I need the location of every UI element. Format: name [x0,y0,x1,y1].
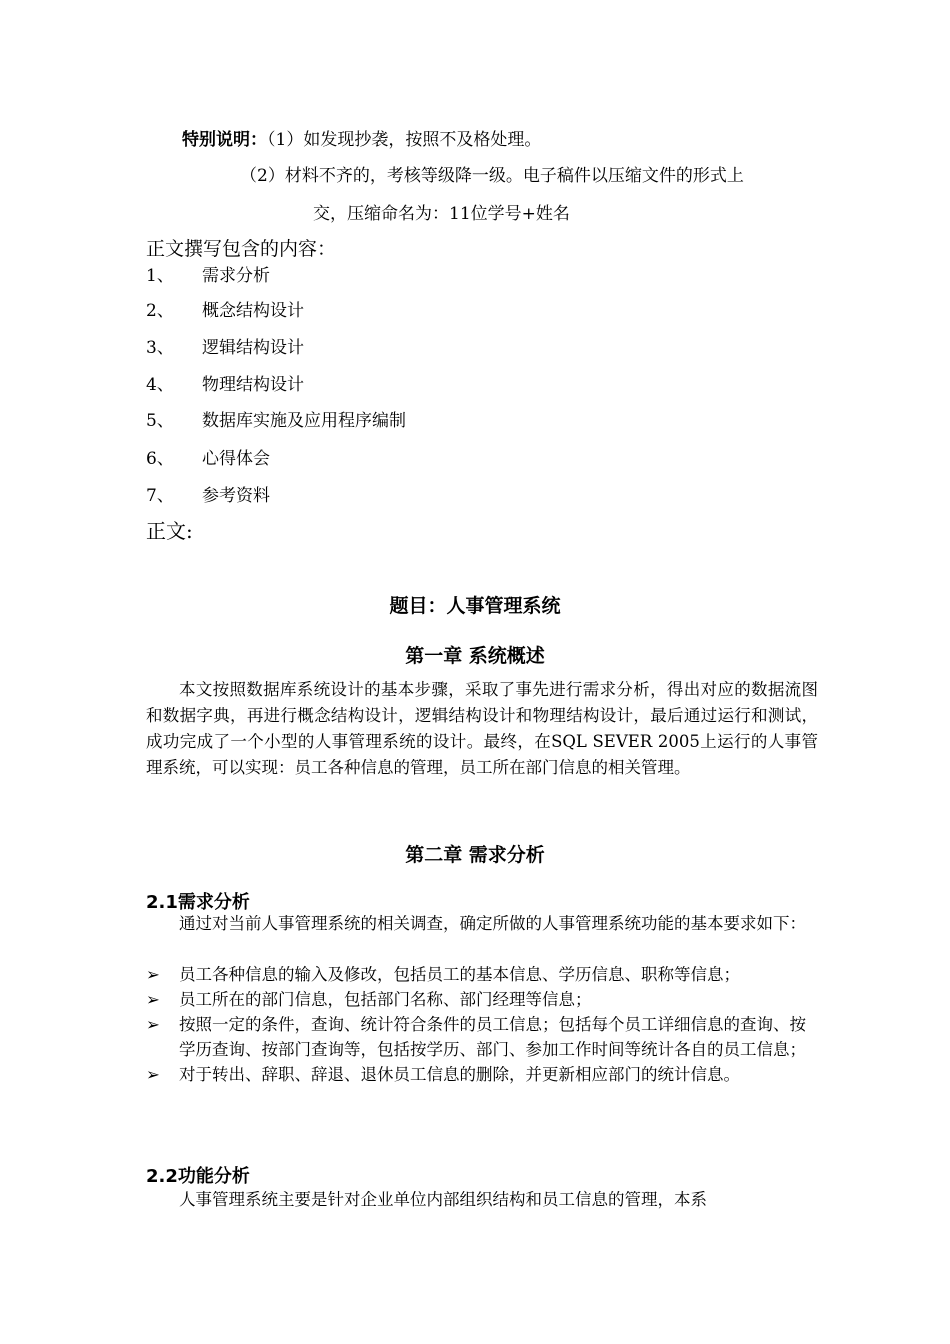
requirements-list [146,962,806,1087]
section-2-1-intro: 通过对当前人事管理系统的相关调查，确定所做的人事管理系统功能的基本要求如下： [179,914,806,933]
document-title: 题目：人事管理系统 [389,595,561,617]
arrow-bullet-icon: ➢ [146,965,160,984]
body-label: 正文: [146,519,193,543]
list-item-text: 员工所在的部门信息，包括部门名称、部门经理等信息； [179,990,592,1009]
contents-item-number: 7、 [146,486,174,506]
contents-item-number: 5、 [146,411,174,431]
contents-item-label: 物理结构设计 [202,375,304,395]
special-note-item2-line2: 交，压缩命名为：11位学号+姓名 [313,204,570,224]
list-item [146,987,806,1012]
contents-item-label: 需求分析 [202,266,270,286]
arrow-bullet-icon: ➢ [146,990,160,1009]
chapter1-paragraph: 本文按照数据库系统设计的基本步骤，采取了事先进行需求分析，得出对应的数据流图和数据字典，再进行概念结构设计，逻辑结构设计和物理结构设计，最后通过运行和测试，成功完成了一个小型的人事管理系统的设计。最终，在SQL SEVER 2005上运行的人事管理系统，可以实现：员工各种信息的管理，员工所在部门信息的相关管理。 [146,680,818,777]
chapter2-title: 第二章 需求分析 [405,844,545,866]
contents-item [146,333,304,358]
list-item-text: 按照一定的条件，查询、统计符合条件的员工信息；包括每个员工详细信息的查询、按学历查询、按部门查询等，包括按学历、部门、参加工作时间等统计各自的员工信息； [179,1015,806,1059]
special-note-label: 特别说明： [182,130,267,150]
contents-item [146,370,304,395]
contents-item-number: 4、 [146,375,174,395]
list-item [146,1012,806,1062]
chapter1-title: 第一章 系统概述 [405,645,545,667]
section-2-2-intro: 人事管理系统主要是针对企业单位内部组织结构和员工信息的管理，本系 [179,1190,707,1209]
contents-item-number: 2、 [146,301,174,321]
arrow-bullet-icon: ➢ [146,1015,160,1034]
special-note-line1 [182,125,541,150]
contents-item [146,296,304,321]
list-item [146,962,806,987]
contents-title: 正文撰写包含的内容： [146,238,337,260]
special-note-item2-line1: （2）材料不齐的，考核等级降一级。电子稿件以压缩文件的形式上 [240,166,744,186]
contents-item-label: 数据库实施及应用程序编制 [202,411,406,431]
section-2-2-heading: 2.2功能分析 [146,1166,250,1187]
section-2-1-heading: 2.1需求分析 [146,892,250,913]
contents-item-label: 心得体会 [202,449,270,469]
contents-item [146,444,270,469]
contents-item-number: 6、 [146,449,174,469]
contents-item [146,261,270,286]
contents-item-label: 逻辑结构设计 [202,338,304,358]
contents-item-number: 3、 [146,338,174,358]
list-item-text: 员工各种信息的输入及修改，包括员工的基本信息、学历信息、职称等信息； [179,965,740,984]
list-item-text: 对于转出、辞职、辞退、退休员工信息的删除，并更新相应部门的统计信息。 [179,1065,740,1084]
list-item [146,1062,806,1087]
contents-item [146,481,270,506]
contents-item-label: 概念结构设计 [202,301,304,321]
special-note-item1: （1）如发现抄袭，按照不及格处理。 [267,130,542,150]
arrow-bullet-icon: ➢ [146,1065,160,1084]
contents-item-number: 1、 [146,266,174,286]
contents-item [146,406,406,431]
contents-item-label: 参考资料 [202,486,270,506]
